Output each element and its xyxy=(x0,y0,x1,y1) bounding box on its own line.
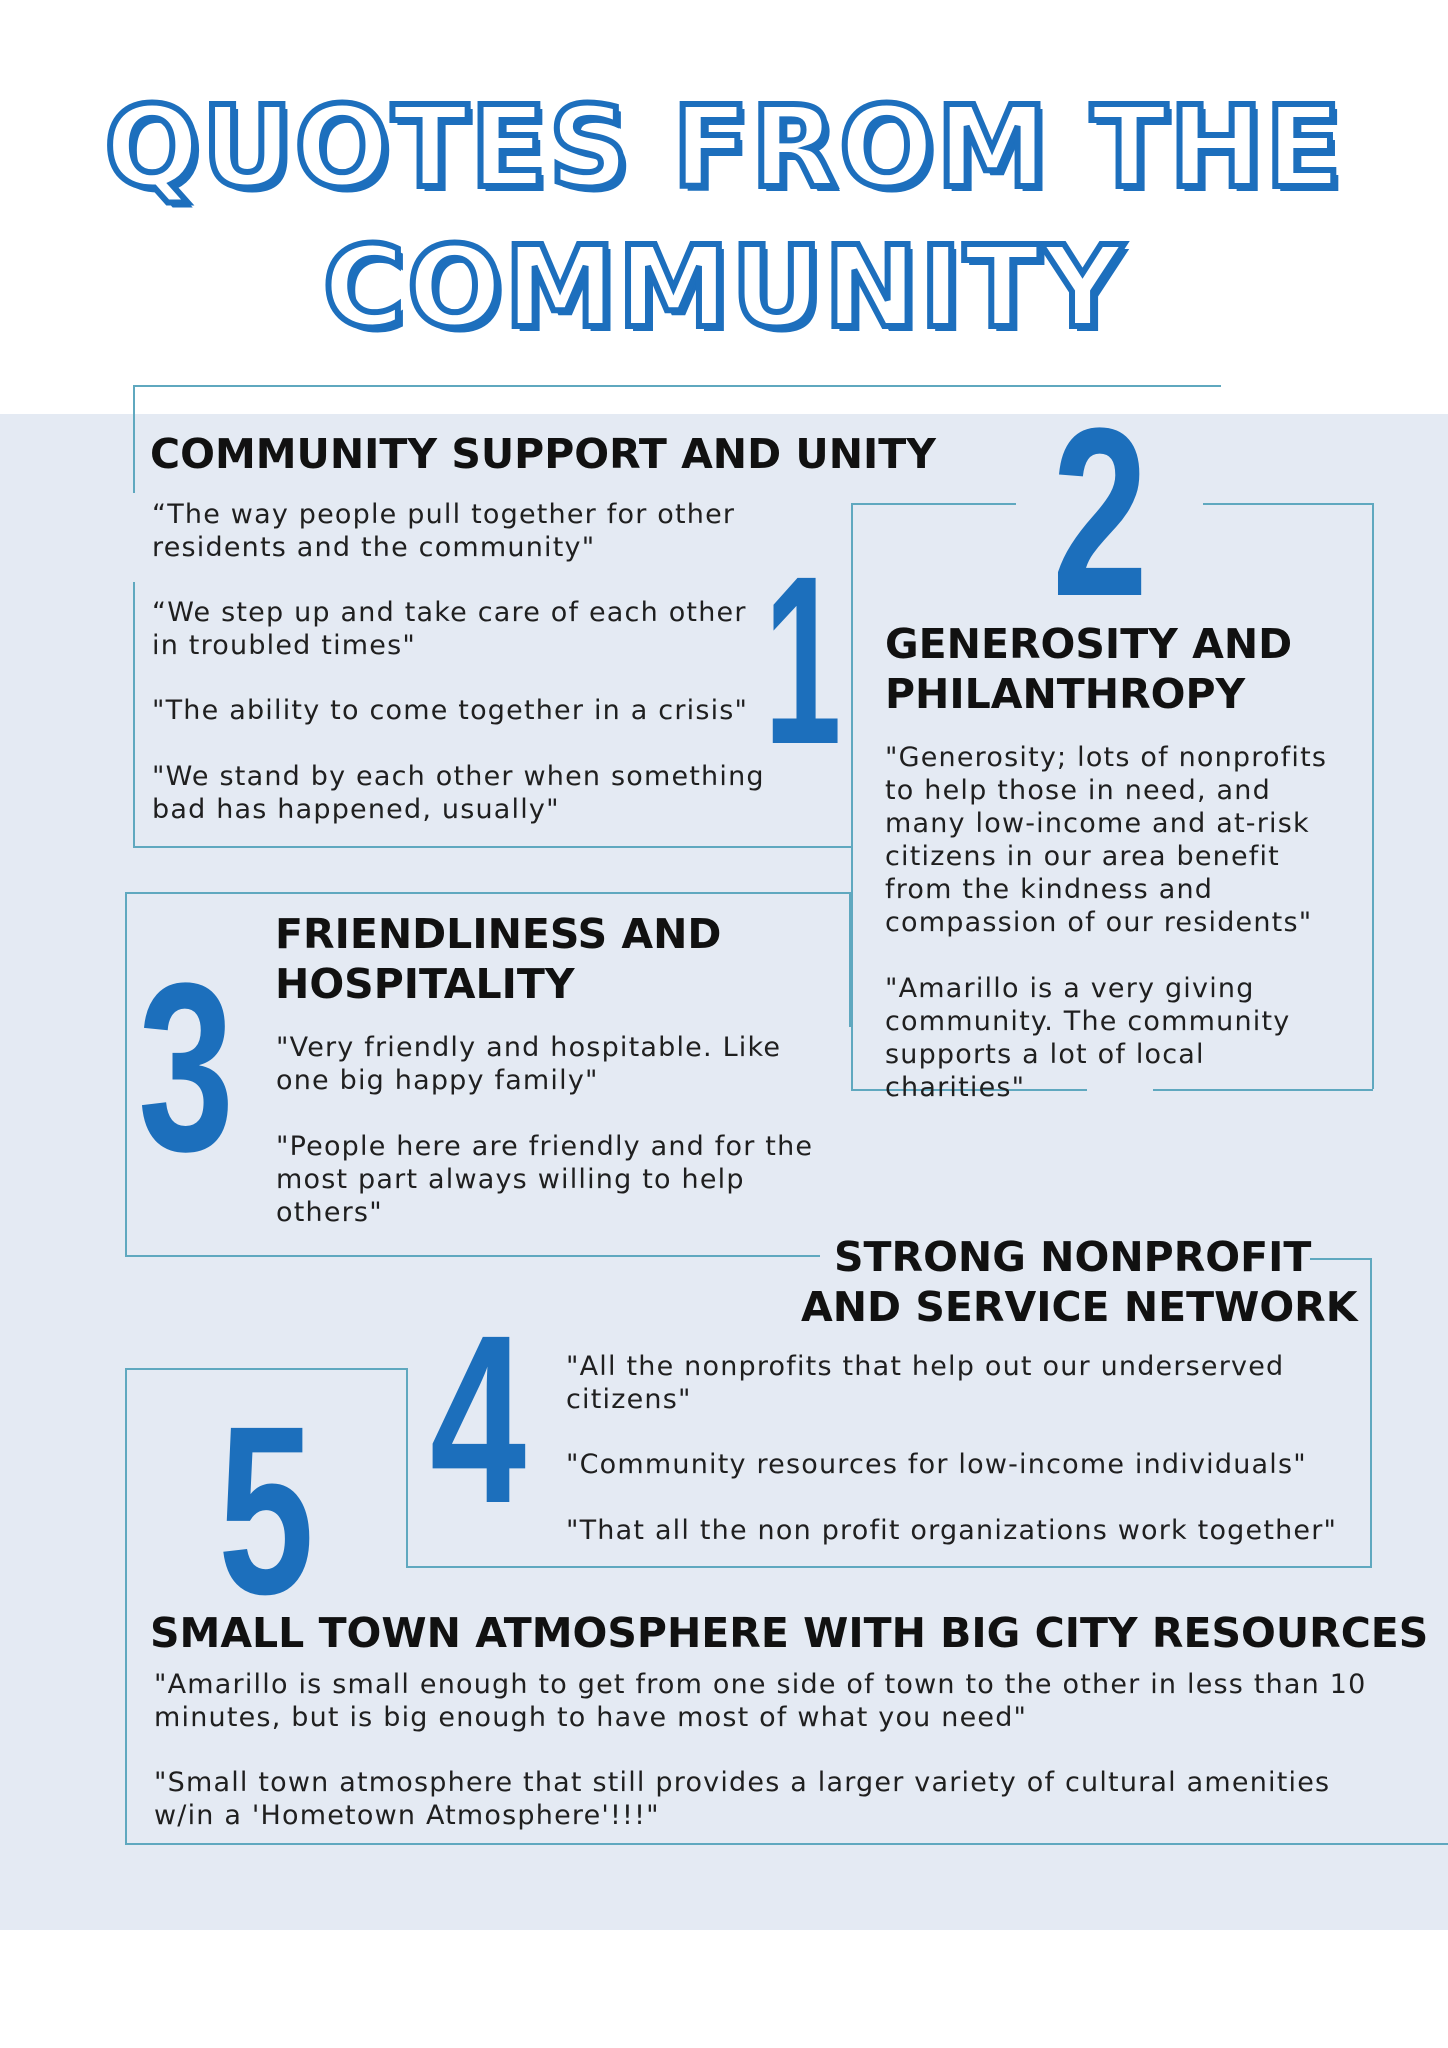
section-5-quote-1: "Amarillo is small enough to get from one side of town to the other in less than 10 minutes, but is big enough to have most of what you need" xyxy=(154,1669,1367,1733)
section-3-heading-line-1: FRIENDLINESS AND xyxy=(275,910,722,958)
section-2-quote-2: "Amarillo is a very giving community. The community supports a lot of local charities" xyxy=(885,973,1291,1103)
section-3-number: 3 xyxy=(138,933,235,1201)
section-5-quote-2: "Small town atmosphere that still provides a larger variety of cultural amenities w/in a 'Hometown Atmosphere'!!!" xyxy=(154,1767,1331,1831)
section-4-quote-1: "All the nonprofits that help out our underserved citizens" xyxy=(566,1351,1285,1415)
section-3-quote-2: "People here are friendly and for the most part always willing to help others" xyxy=(276,1131,814,1228)
section-1-number: 1 xyxy=(764,526,842,794)
section-1-quote-3: "The ability to come together in a crisis" xyxy=(152,695,749,726)
section-4-frame-left xyxy=(406,1368,408,1566)
section-4-quote-2: "Community resources for low-income individuals" xyxy=(566,1449,1307,1480)
section-4-frame-right xyxy=(1370,1258,1372,1566)
section-1-frame-left-upper xyxy=(133,385,135,493)
section-2-frame-left-lower xyxy=(851,845,853,1089)
section-1-heading: COMMUNITY SUPPORT AND UNITY xyxy=(150,430,936,478)
section-2-heading-line-2: PHILANTHROPY xyxy=(885,670,1246,718)
section-5-frame-left xyxy=(125,1368,127,1844)
section-1-frame-right xyxy=(851,503,853,847)
section-2-quote-1: "Generosity; lots of nonprofits to help those in need, and many low-income and at-risk citizens in our area benefit from the kindness and compassion of our residents" xyxy=(885,742,1328,938)
page-title-line-2: COMMUNITY xyxy=(322,223,1126,353)
section-4-frame-bottom xyxy=(406,1566,1372,1568)
section-1-frame-bottom xyxy=(133,846,851,848)
section-5-number: 5 xyxy=(218,1376,315,1644)
section-1-quote-4: "We stand by each other when something bad has happened, usually" xyxy=(152,761,765,825)
section-5-frame-top xyxy=(125,1368,407,1370)
section-3-frame-right xyxy=(849,892,851,1027)
section-4-heading-line-1: STRONG NONPROFIT xyxy=(834,1233,1312,1281)
section-5-frame-bottom xyxy=(125,1843,1448,1845)
section-2-frame-top-left xyxy=(851,503,1016,505)
section-1-frame-left-lower xyxy=(133,582,135,847)
section-2-frame-top-right xyxy=(1203,503,1373,505)
section-1-quote-2: “We step up and take care of each other in troubled times" xyxy=(152,597,747,661)
section-2-number: 2 xyxy=(1052,378,1149,646)
section-4-heading-line-2: AND SERVICE NETWORK xyxy=(801,1283,1358,1331)
section-3-heading-line-2: HOSPITALITY xyxy=(275,960,575,1008)
section-4-number: 4 xyxy=(430,1285,527,1553)
section-3-quote-1: "Very friendly and hospitable. Like one big happy family" xyxy=(276,1032,782,1096)
section-1-quote-1: “The way people pull together for other residents and the community" xyxy=(152,499,736,563)
section-5-heading: SMALL TOWN ATMOSPHERE WITH BIG CITY RESOURCES xyxy=(150,1609,1429,1657)
section-4-quote-3: "That all the non profit organizations work together" xyxy=(566,1515,1338,1546)
page-title-line-1: QUOTES FROM THE xyxy=(104,83,1344,213)
section-3-frame-bottom xyxy=(125,1255,825,1257)
section-3-frame-left xyxy=(125,892,127,1256)
section-3-frame-top xyxy=(125,892,850,894)
section-2-heading-line-1: GENEROSITY AND xyxy=(885,620,1293,668)
section-2-frame-right xyxy=(1372,503,1374,1089)
